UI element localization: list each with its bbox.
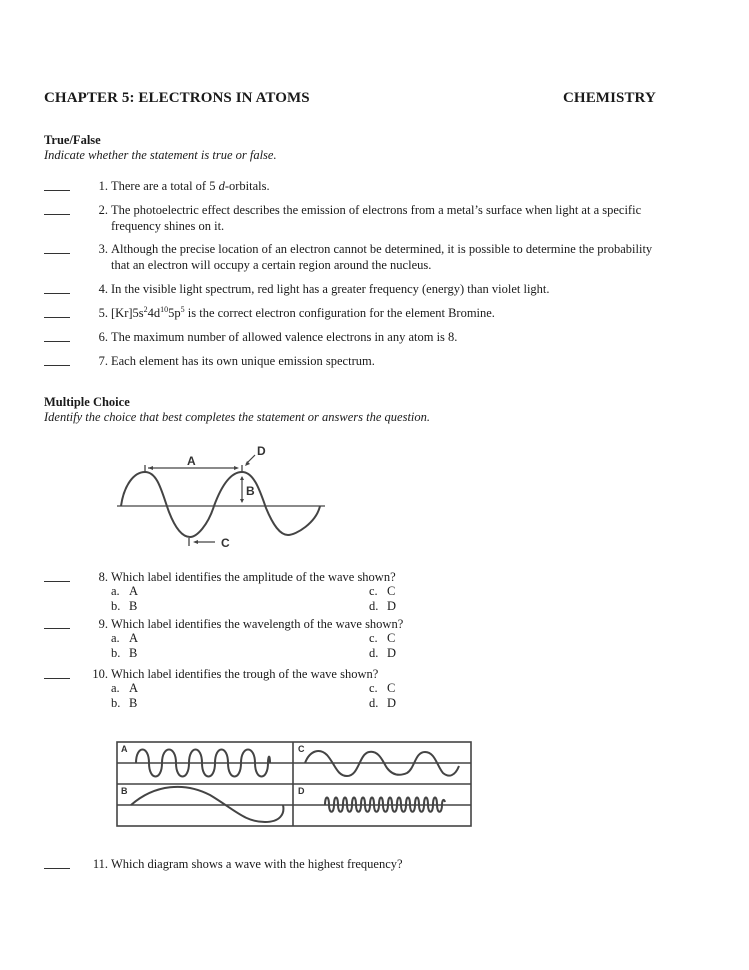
- option-b[interactable]: b. B: [111, 646, 138, 660]
- answer-blank[interactable]: [44, 329, 70, 342]
- answer-blank[interactable]: [44, 241, 70, 254]
- answer-blank[interactable]: [44, 281, 70, 294]
- panel-label-d: D: [298, 786, 305, 796]
- option-b[interactable]: b. B: [111, 696, 138, 710]
- question-text: Which label identifies the trough of the wave shown?: [111, 667, 379, 681]
- statement: Each element has its own unique emission spectrum.: [111, 354, 375, 368]
- option-c[interactable]: c. C: [369, 584, 396, 598]
- statement: In the visible light spectrum, red light has a greater frequency (energy) than violet light.: [111, 282, 550, 296]
- statement: There are a total of 5 d-orbitals.: [111, 179, 270, 193]
- item-number: 5.: [98, 306, 108, 320]
- statement: $[Kr]5s^24d^{10}5p^5$ is the correct electron configuration for the element Bromine.: [111, 304, 495, 320]
- answer-blank[interactable]: [44, 305, 70, 318]
- answer-blank[interactable]: [44, 178, 70, 191]
- option-a[interactable]: a. A: [111, 631, 139, 645]
- answer-blank[interactable]: [44, 353, 70, 366]
- item-number: 1.: [98, 179, 108, 193]
- answer-blank[interactable]: [44, 856, 70, 869]
- answer-blank[interactable]: [44, 616, 70, 629]
- option-c[interactable]: c. C: [369, 631, 396, 645]
- option-b[interactable]: b. B: [111, 599, 138, 613]
- panel-label-a: A: [121, 744, 128, 754]
- statement: Although the precise location of an electron cannot be determined, it is possible to determine the probability that an electron will occupy a certain region around the nucleus.: [111, 242, 653, 272]
- item-number: 7.: [98, 354, 108, 368]
- statement: The maximum number of allowed valence electrons in any atom is 8.: [111, 330, 458, 344]
- option-a[interactable]: a. A: [111, 681, 139, 695]
- item-number: 2.: [98, 203, 108, 217]
- item-number: 11.: [92, 857, 108, 871]
- item-number: 9.: [98, 617, 108, 631]
- wave-label-a: A: [187, 454, 196, 468]
- panel-label-b: B: [121, 786, 128, 796]
- question-text: Which diagram shows a wave with the highest frequency?: [111, 857, 403, 871]
- option-c[interactable]: c. C: [369, 681, 396, 695]
- wave-diagram: [100, 435, 340, 555]
- question-text: Which label identifies the wavelength of the wave shown?: [111, 617, 404, 631]
- wave-label-d: D: [257, 444, 266, 458]
- item-number: 4.: [98, 282, 108, 296]
- answer-blank[interactable]: [44, 569, 70, 582]
- statement: The photoelectric effect describes the emission of electrons from a metal’s surface when light at a specific frequency shines on it.: [111, 203, 642, 233]
- item-number: 8.: [98, 570, 108, 584]
- item-number: 6.: [98, 330, 108, 344]
- subject-title: CHEMISTRY: [563, 90, 656, 106]
- answer-blank[interactable]: [44, 202, 70, 215]
- frequency-diagram: [115, 740, 475, 828]
- multiple-choice-instructions: Identify the choice that best completes the statement or answers the question.: [44, 410, 431, 424]
- true-false-instructions: Indicate whether the statement is true or false.: [44, 148, 277, 162]
- option-d[interactable]: d. D: [369, 599, 397, 613]
- wave-label-c: C: [221, 536, 230, 550]
- option-d[interactable]: d. D: [369, 646, 397, 660]
- wave-label-b: B: [246, 484, 255, 498]
- multiple-choice-heading: Multiple Choice: [44, 395, 130, 409]
- option-d[interactable]: d. D: [369, 696, 397, 710]
- item-number: 10.: [92, 667, 108, 681]
- item-number: 3.: [98, 242, 108, 256]
- answer-blank[interactable]: [44, 666, 70, 679]
- question-text: Which label identifies the amplitude of the wave shown?: [111, 570, 396, 584]
- chapter-title: CHAPTER 5: ELECTRONS IN ATOMS: [44, 90, 310, 106]
- panel-label-c: C: [298, 744, 305, 754]
- true-false-heading: True/False: [44, 133, 101, 147]
- option-a[interactable]: a. A: [111, 584, 139, 598]
